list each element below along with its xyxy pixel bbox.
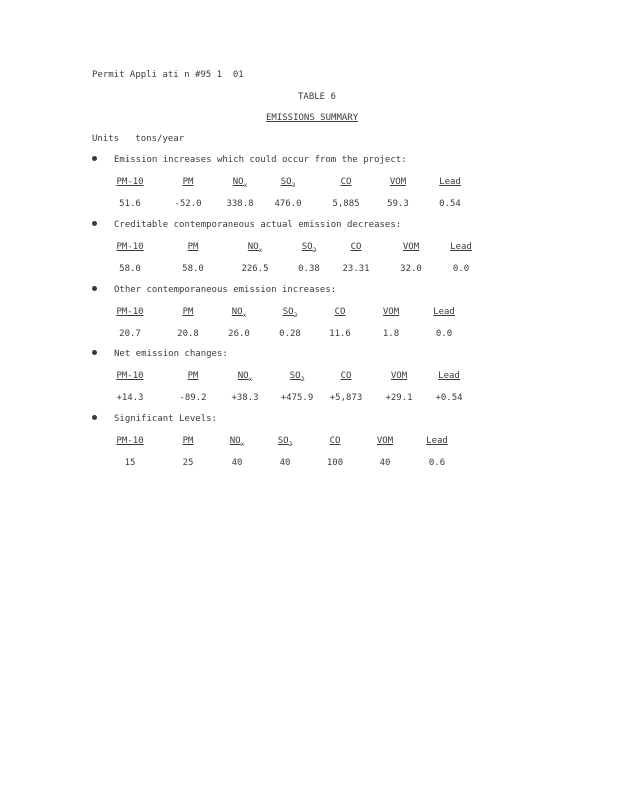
- value-cell: +5,873: [329, 393, 363, 403]
- subscript: 2: [288, 440, 293, 448]
- value-cell: 100: [326, 458, 344, 468]
- column-header: VOM: [376, 436, 394, 446]
- subscript: 2: [300, 375, 305, 383]
- value-cell: 0.6: [428, 458, 446, 468]
- section-title-text: Emission increases which could occur from the project:: [114, 155, 407, 165]
- bullet-icon: [92, 350, 97, 355]
- section-title: [92, 285, 336, 296]
- value-cell: 20.8: [177, 329, 199, 339]
- value-cell: 59.3: [387, 199, 409, 209]
- subscript: 2: [293, 311, 298, 319]
- column-header: VOM: [390, 371, 408, 381]
- bullet-icon: [92, 156, 97, 161]
- value-cell: 0.0: [435, 329, 453, 339]
- column-header: PM-10: [116, 307, 144, 317]
- document-header: Permit Appli ati n #95 1 01: [92, 70, 244, 80]
- column-header: PM-10: [116, 242, 144, 252]
- value-cell: -52.0: [174, 199, 202, 209]
- value-cell: 51.6: [119, 199, 141, 209]
- column-header: Lead: [438, 371, 460, 381]
- column-header: $SO_2$: [280, 177, 296, 189]
- bullet-icon: [92, 415, 97, 420]
- column-header: PM-10: [116, 371, 144, 381]
- column-header: $NO_x$: [237, 371, 253, 383]
- column-header: Lead: [426, 436, 448, 446]
- section-title: [92, 155, 407, 166]
- value-cell: 226.5: [241, 264, 269, 274]
- subscript: x: [240, 440, 245, 448]
- value-cell: 338.8: [226, 199, 254, 209]
- section-title-text: Significant Levels:: [114, 414, 217, 424]
- value-cell: 40: [279, 458, 291, 468]
- value-cell: +29.1: [385, 393, 413, 403]
- column-header: $NO_x$: [247, 242, 263, 254]
- value-cell: 5,885: [332, 199, 360, 209]
- column-header: PM: [182, 177, 194, 187]
- value-cell: 58.0: [119, 264, 141, 274]
- column-header: PM: [187, 371, 199, 381]
- column-header: CO: [340, 371, 352, 381]
- column-header: $SO_2$: [282, 307, 298, 319]
- section-title-text: Net emission changes:: [114, 349, 228, 359]
- value-cell: 58.0: [182, 264, 204, 274]
- subscript: x: [242, 311, 247, 319]
- column-header: Lead: [439, 177, 461, 187]
- section-title: [92, 414, 217, 425]
- section-title-text: Creditable contemporaneous actual emission decreases:: [114, 220, 402, 230]
- value-cell: 32.0: [400, 264, 422, 274]
- value-cell: 0.54: [439, 199, 461, 209]
- subscript: 2: [312, 246, 317, 254]
- value-cell: 476.0: [274, 199, 302, 209]
- section-title: [92, 220, 401, 231]
- column-header: CO: [334, 307, 346, 317]
- column-header: $SO_2$: [277, 436, 293, 448]
- value-cell: 11.6: [329, 329, 351, 339]
- column-header: VOM: [382, 307, 400, 317]
- value-cell: 0.38: [298, 264, 320, 274]
- value-cell: +475.9: [280, 393, 314, 403]
- subscript: x: [258, 246, 263, 254]
- column-header: PM-10: [116, 177, 144, 187]
- column-header: $NO_x$: [232, 177, 248, 189]
- value-cell: 40: [379, 458, 391, 468]
- column-header: $NO_x$: [231, 307, 247, 319]
- table-title: EMISSIONS SUMMARY: [266, 113, 359, 123]
- column-header: $NO_x$: [229, 436, 245, 448]
- column-header: PM: [187, 242, 199, 252]
- column-header: PM: [182, 436, 194, 446]
- value-cell: -89.2: [179, 393, 207, 403]
- column-header: $SO_2$: [301, 242, 317, 254]
- value-cell: +38.3: [231, 393, 259, 403]
- column-header: VOM: [402, 242, 420, 252]
- column-header: Lead: [433, 307, 455, 317]
- bullet-icon: [92, 221, 97, 226]
- subscript: 2: [291, 181, 296, 189]
- value-cell: 26.0: [228, 329, 250, 339]
- section-title-text: Other contemporaneous emission increases:: [114, 285, 337, 295]
- column-header: PM-10: [116, 436, 144, 446]
- value-cell: 23.31: [342, 264, 370, 274]
- column-header: Lead: [450, 242, 472, 252]
- value-cell: 40: [231, 458, 243, 468]
- section-title: [92, 349, 228, 360]
- value-cell: +0.54: [435, 393, 463, 403]
- value-cell: 20.7: [119, 329, 141, 339]
- bullet-icon: [92, 286, 97, 291]
- subscript: x: [243, 181, 248, 189]
- value-cell: 0.0: [452, 264, 470, 274]
- units-label: Units tons/year: [92, 134, 185, 144]
- column-header: $SO_2$: [289, 371, 305, 383]
- column-header: CO: [329, 436, 341, 446]
- table-number: TABLE 6: [298, 92, 336, 102]
- value-cell: +14.3: [116, 393, 144, 403]
- value-cell: 1.8: [382, 329, 400, 339]
- value-cell: 25: [182, 458, 194, 468]
- value-cell: 0.28: [279, 329, 301, 339]
- column-header: CO: [350, 242, 362, 252]
- subscript: x: [248, 375, 253, 383]
- column-header: PM: [182, 307, 194, 317]
- column-header: VOM: [389, 177, 407, 187]
- value-cell: 15: [124, 458, 136, 468]
- column-header: CO: [340, 177, 352, 187]
